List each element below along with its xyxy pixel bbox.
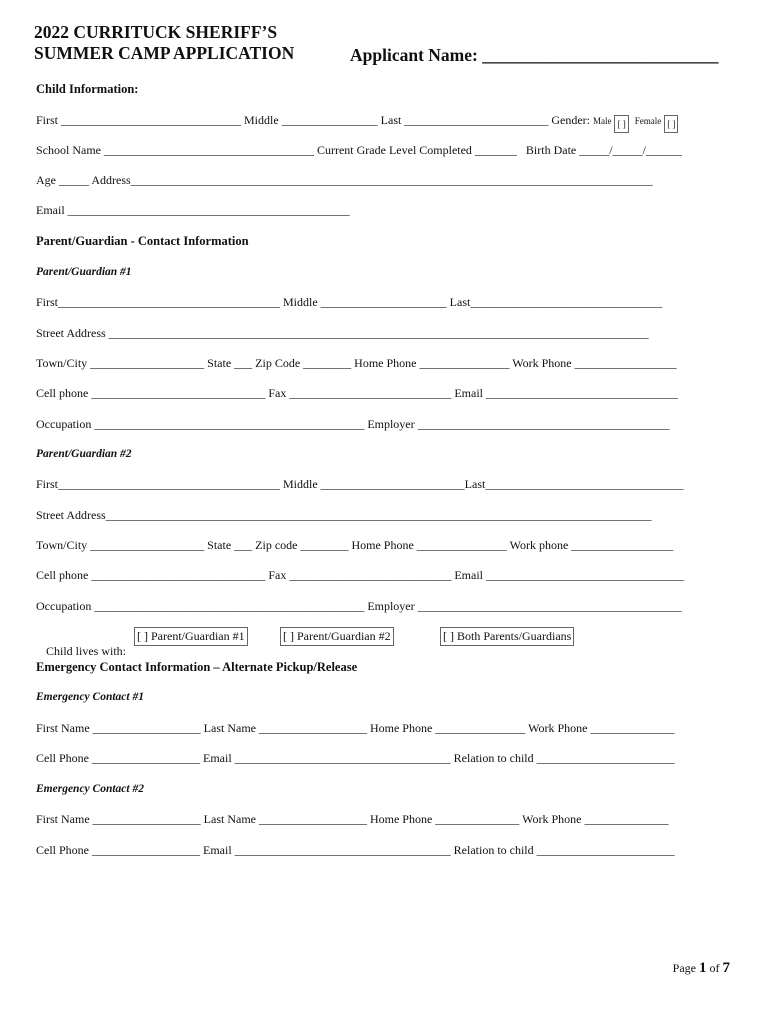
parent1-heading: Parent/Guardian #1 xyxy=(36,266,132,278)
emergency-contact-heading: Emergency Contact Information – Alternate Pickup/Release xyxy=(36,660,358,674)
parent2-name-row[interactable]: First_____________________________________ Middle ________________________Last_________________________________ xyxy=(36,477,684,491)
emergency2-cell-row[interactable]: Cell Phone __________________ Email ____________________________________ Relation to child _______________________ xyxy=(36,843,675,857)
parent2-cell-row[interactable]: Cell phone _____________________________ Fax ___________________________ Email _________________________________ xyxy=(36,568,684,582)
page-current: 1 xyxy=(699,960,707,976)
parent-contact-heading: Parent/Guardian - Contact Information xyxy=(36,234,249,248)
parent2-heading: Parent/Guardian #2 xyxy=(36,448,132,460)
child-school-row[interactable]: School Name ___________________________________ Current Grade Level Completed _______ Birth Date _____/_____/______ xyxy=(36,143,682,157)
parent1-street-row[interactable]: Street Address __________________________________________________________________________________________ xyxy=(36,326,649,340)
emergency1-cell-row[interactable]: Cell Phone __________________ Email ____________________________________ Relation to child _______________________ xyxy=(36,751,675,765)
child-lives-with-label: Child lives with: xyxy=(46,644,127,658)
gender-female-label: Female xyxy=(634,116,662,126)
parent1-name-row[interactable]: First_____________________________________ Middle _____________________ Last________________________________ xyxy=(36,295,663,309)
child-email-row[interactable]: Email _______________________________________________ xyxy=(36,203,350,217)
emergency2-heading: Emergency Contact #2 xyxy=(36,783,144,795)
parent1-cell-row[interactable]: Cell phone _____________________________ Fax ___________________________ Email ________________________________ xyxy=(36,386,678,400)
of-word: of xyxy=(709,961,720,975)
applicant-name-field[interactable]: Applicant Name: ___________________________ xyxy=(350,45,719,65)
title-line-2: SUMMER CAMP APPLICATION xyxy=(34,43,295,63)
parent2-town-row[interactable]: Town/City ___________________ State ___ Zip code ________ Home Phone _______________ Work phone _________________ xyxy=(36,538,674,552)
form-title xyxy=(34,22,294,64)
parent2-occupation-row[interactable]: Occupation _____________________________________________ Employer ____________________________________________ xyxy=(36,599,682,613)
emergency1-heading: Emergency Contact #1 xyxy=(36,691,144,703)
page-total: 7 xyxy=(722,960,730,976)
gender-male-label: Male xyxy=(592,116,612,126)
lives-with-parent1-option[interactable]: [ ] Parent/Guardian #1 xyxy=(134,627,248,646)
lives-with-both-option[interactable]: [ ] Both Parents/Guardians xyxy=(440,627,574,646)
gender-female-checkbox[interactable]: [ ] xyxy=(664,115,678,133)
child-address-row[interactable]: Age _____ Address_______________________________________________________________________________________ xyxy=(36,173,653,187)
title-line-1: 2022 CURRITUCK SHERIFF’S xyxy=(34,22,278,42)
parent1-occupation-row[interactable]: Occupation _____________________________________________ Employer __________________________________________ xyxy=(36,417,670,431)
emergency2-name-row[interactable]: First Name __________________ Last Name __________________ Home Phone ______________ Work Phone ______________ xyxy=(36,812,669,826)
emergency1-name-row[interactable]: First Name __________________ Last Name __________________ Home Phone _______________ Work Phone ______________ xyxy=(36,721,675,735)
gender-male-checkbox[interactable]: [ ] xyxy=(614,115,628,133)
lives-with-parent2-option[interactable]: [ ] Parent/Guardian #2 xyxy=(280,627,394,646)
parent2-street-row[interactable]: Street Address___________________________________________________________________________________________ xyxy=(36,508,652,522)
page-word: Page xyxy=(672,961,696,975)
parent1-town-row[interactable]: Town/City ___________________ State ___ Zip Code ________ Home Phone _______________ Work Phone _________________ xyxy=(36,356,677,370)
child-name-row[interactable] xyxy=(36,113,678,133)
page-number xyxy=(673,960,730,977)
child-info-heading: Child Information: xyxy=(36,82,139,96)
child-name-fields[interactable]: First ______________________________ Middle ________________ Last ________________________ Gender: xyxy=(36,113,590,127)
